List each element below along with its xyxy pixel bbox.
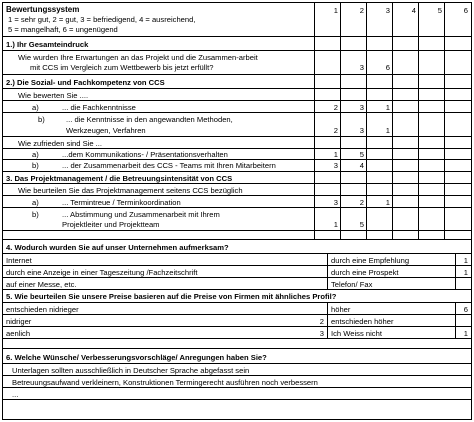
rule <box>2 112 472 113</box>
s1-question-line1: Wie wurden Ihre Erwartungen an das Projekt und die Zusammen-arbeit <box>18 53 258 62</box>
frame-right <box>471 2 472 420</box>
grid-col-line <box>418 2 419 240</box>
grid-col-line <box>340 2 341 240</box>
rule <box>2 348 472 349</box>
s2-b-col3: 1 <box>385 126 390 135</box>
rule <box>2 207 472 208</box>
s5-r3-value: 1 <box>463 329 468 338</box>
s5-r1-left: entschieden nidrieger <box>6 305 79 314</box>
rule <box>2 74 472 75</box>
s3-a-label: a) <box>32 198 39 207</box>
s2-c-col1: 1 <box>333 150 338 159</box>
section-6-title: 6. Welche Wünsche/ Verbesserungsvorschläge/ Anregungen haben Sie? <box>6 353 267 362</box>
s4-r2-left: durch eine Anzeige in einer Tageszeitung /Fachzeitschrift <box>6 268 198 277</box>
frame-top <box>2 2 472 3</box>
rule <box>2 302 472 303</box>
s5-r1-right: höher <box>331 305 351 314</box>
grid-col-line <box>366 2 367 240</box>
s2-c-text: ...dem Kommunikations- / Präsentationsverhalten <box>62 150 228 159</box>
col-header-6: 6 <box>463 6 468 15</box>
s2-c-label: a) <box>32 150 39 159</box>
rule <box>2 399 472 400</box>
s2-d-col1: 3 <box>333 161 338 170</box>
s2-a-col3: 1 <box>385 103 390 112</box>
s3-b-col2: 5 <box>359 220 364 229</box>
rule <box>2 230 472 231</box>
rule <box>2 171 472 172</box>
evaluation-sheet <box>2 2 472 420</box>
s3-b-label: b) <box>32 210 39 219</box>
col-header-4: 4 <box>411 6 416 15</box>
s4-r2-value: 1 <box>463 268 468 277</box>
col-header-1: 1 <box>333 6 338 15</box>
rule <box>2 239 472 240</box>
s3-b-col1: 1 <box>333 220 338 229</box>
col-header-3: 3 <box>385 6 390 15</box>
divider <box>455 302 456 338</box>
s2-d-text: ... der Zusammenarbeit des CCS - Teams mit Ihren Mitarbeitern <box>62 161 276 170</box>
s6-line3: ... <box>12 390 19 399</box>
rule <box>2 387 472 388</box>
s2-b-line2: Werkzeugen, Verfahren <box>66 126 146 135</box>
s2-b-col2: 3 <box>359 126 364 135</box>
divider <box>327 302 328 338</box>
s5-r2-mid: 2 <box>319 317 324 326</box>
s3-a-text: ... Termintreue / Terminkoordination <box>62 198 181 207</box>
col-header-5: 5 <box>437 6 442 15</box>
s4-r1-right: durch eine Empfehlung <box>331 256 410 265</box>
section-4-title: 4. Wodurch wurden Sie auf unser Unternehmen aufmerksam? <box>6 243 229 252</box>
col-header-2: 2 <box>359 6 364 15</box>
s2-a-label: a) <box>32 103 39 112</box>
s2-a-text: ... die Fachkenntnisse <box>62 103 136 112</box>
rule <box>2 363 472 364</box>
header-title: Bewertungssystem <box>6 5 80 14</box>
rule <box>2 289 472 290</box>
rule <box>2 136 472 137</box>
s4-r3-left: auf einer Messe, etc. <box>6 280 77 289</box>
s2-d-label: b) <box>32 161 39 170</box>
rule <box>2 326 472 327</box>
rule <box>2 159 472 160</box>
s6-line2: Betreuungsaufwand verkleinern, Konstruktionen Termingerecht ausführen noch verbessern <box>12 378 318 387</box>
rule <box>2 195 472 196</box>
s3-a-col2: 2 <box>359 198 364 207</box>
scale-legend-line2: 5 = mangelhaft, 6 = ungenügend <box>8 25 118 34</box>
grid-col-line <box>314 2 315 240</box>
s5-r1-value: 6 <box>463 305 468 314</box>
s2-c-col2: 5 <box>359 150 364 159</box>
s3-b-line1: ... Abstimmung und Zusammenarbeit mit Ihrem <box>62 210 220 219</box>
s1-value-col3: 6 <box>385 63 390 72</box>
s2-b-line1: ... die Kenntnisse in den angewandten Methoden, <box>66 115 233 124</box>
s5-r2-right: entschieden höher <box>331 317 394 326</box>
rule <box>2 265 472 266</box>
s2-a-col1: 2 <box>333 103 338 112</box>
rule <box>2 50 472 51</box>
s4-r3-right: Telefon/ Fax <box>331 280 373 289</box>
rule <box>2 183 472 184</box>
rule <box>2 100 472 101</box>
s4-r1-left: Internet <box>6 256 32 265</box>
rule <box>2 277 472 278</box>
s3-a-col1: 3 <box>333 198 338 207</box>
s2-sub2: Wie zufrieden sind Sie ... <box>18 139 102 148</box>
s2-sub1: Wie bewerten Sie .... <box>18 91 89 100</box>
grid-col-line <box>444 2 445 240</box>
scale-legend-line1: 1 = sehr gut, 2 = gut, 3 = befriedigend, 4 = ausreichend, <box>8 15 196 24</box>
s1-value-col2: 3 <box>359 63 364 72</box>
rule <box>2 253 472 254</box>
s6-line1: Unterlagen sollten ausschließlich in Deutscher Sprache abgefasst sein <box>12 366 250 375</box>
frame-bottom <box>2 419 472 420</box>
s2-a-col2: 3 <box>359 103 364 112</box>
s3-sub: Wie beurteilen Sie das Projektmanagement seitens CCS bezüglich <box>18 186 243 195</box>
section-1-title: 1.) Ihr Gesamteindruck <box>6 40 89 49</box>
s2-b-label: b) <box>38 115 45 124</box>
frame-left <box>2 2 3 420</box>
rule <box>2 148 472 149</box>
divider <box>327 253 328 289</box>
rule <box>2 338 472 339</box>
section-3-title: 3. Das Projektmanagement / die Betreuungsintensität von CCS <box>6 174 233 183</box>
grid-col-line <box>392 2 393 240</box>
s5-r3-mid: 3 <box>319 329 324 338</box>
s2-d-col2: 4 <box>359 161 364 170</box>
s4-r1-value: 1 <box>463 256 468 265</box>
rule <box>2 314 472 315</box>
s2-b-col1: 2 <box>333 126 338 135</box>
rule <box>2 88 472 89</box>
s5-r3-left: aenlich <box>6 329 31 338</box>
divider <box>455 253 456 289</box>
rule <box>2 36 472 37</box>
s3-a-col3: 1 <box>385 198 390 207</box>
s3-b-line2: Projektleiter und Projektteam <box>62 220 160 229</box>
s5-r2-left: nidriger <box>6 317 32 326</box>
rule <box>2 375 472 376</box>
s5-r3-right: Ich Weiss nicht <box>331 329 382 338</box>
section-2-title: 2.) Die Sozial- und Fachkompetenz von CCS <box>6 78 165 87</box>
s4-r2-right: durch eine Prospekt <box>331 268 399 277</box>
section-5-title: 5. Wie beurteilen Sie unsere Preise basieren auf die Preise von Firmen mit ähnliches Profil? <box>6 292 337 301</box>
s1-question-line2: mit CCS im Vergleich zum Wettbewerb bis jetzt erfüllt? <box>30 63 214 72</box>
